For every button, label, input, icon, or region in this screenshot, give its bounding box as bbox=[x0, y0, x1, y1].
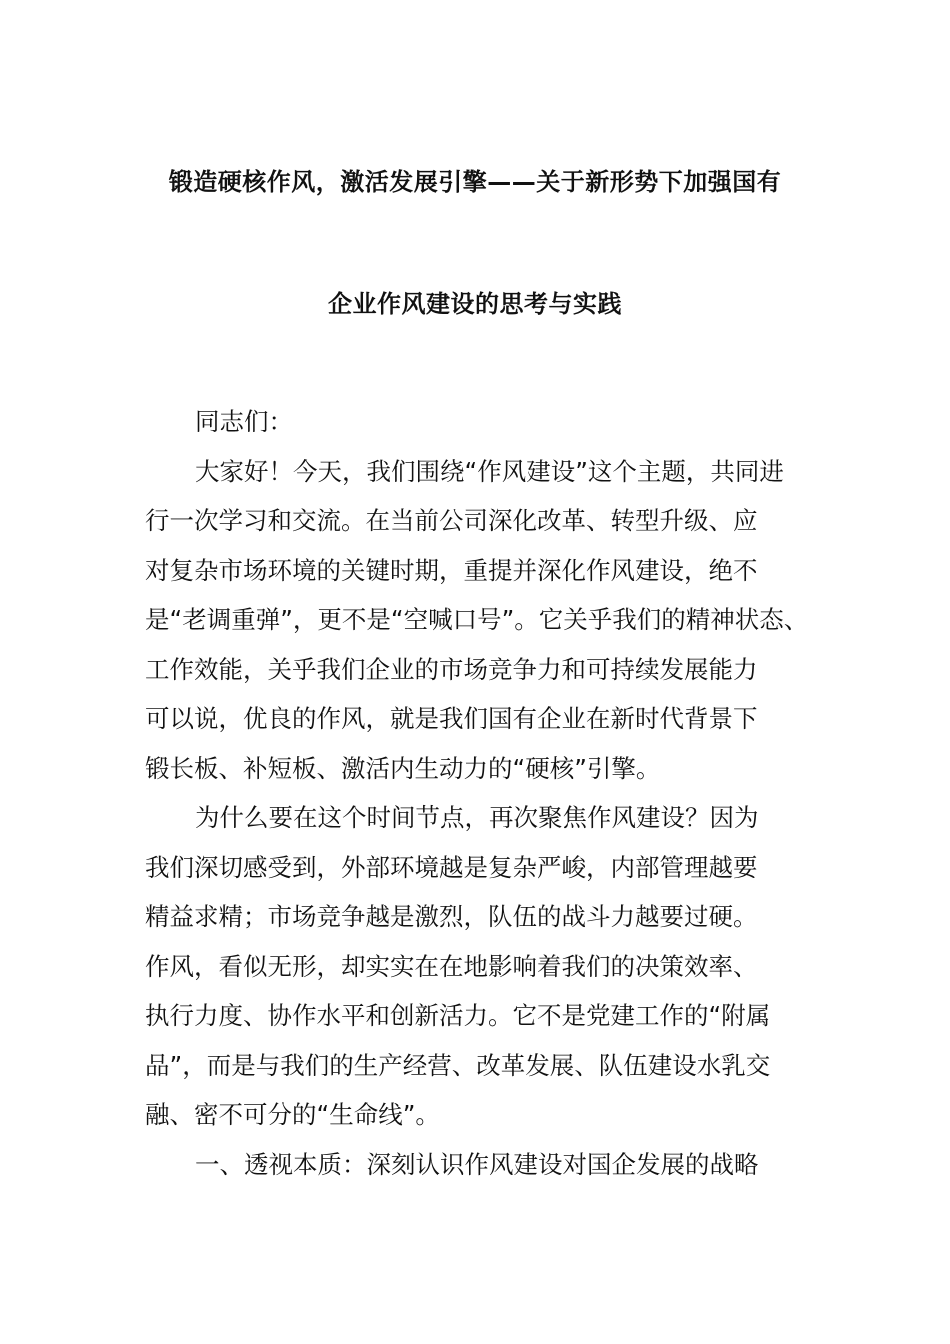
paragraph-line: 执行力度、协作水平和创新活力。它不是党建工作的“附属 bbox=[145, 1001, 771, 1030]
paragraph-line: 工作效能，关乎我们企业的市场竞争力和可持续发展能力 bbox=[145, 654, 758, 684]
paragraph-line: 作风，看似无形，却实实在在地影响着我们的决策效率、 bbox=[145, 951, 758, 981]
section-heading-line: 一、透视本质：深刻认识作风建设对国企发展的战略 bbox=[195, 1149, 759, 1179]
paragraph-line: 对复杂市场环境的关键时期，重提并深化作风建设，绝不 bbox=[145, 555, 758, 585]
paragraph-line: 我们深切感受到，外部环境越是复杂严峻，内部管理越要 bbox=[145, 852, 758, 882]
paragraph-line: 精益求精；市场竞争越是激烈，队伍的战斗力越要过硬。 bbox=[145, 902, 758, 931]
paragraph-1 bbox=[145, 447, 815, 794]
paragraph-line: 融、密不可分的“生命线”。 bbox=[145, 1100, 440, 1129]
document-title-line-1: 锻造硬核作风，激活发展引擎——关于新形势下加强国有 bbox=[168, 168, 782, 196]
paragraph-line: 品”，而是与我们的生产经营、改革发展、队伍建设水乳交 bbox=[145, 1050, 771, 1080]
section-heading-1 bbox=[145, 1140, 815, 1190]
paragraph-line: 为什么要在这个时间节点，再次聚焦作风建设？因为 bbox=[195, 803, 759, 832]
paragraph-line: 行一次学习和交流。在当前公司深化改革、转型升级、应 bbox=[145, 506, 758, 535]
document-title-line-2: 企业作风建设的思考与实践 bbox=[328, 290, 622, 318]
paragraph-line: 是“老调重弹”，更不是“空喊口号”。它关乎我们的精神状态、 bbox=[145, 605, 809, 634]
paragraph-line: 锻长板、补短板、激活内生动力的“硬核”引擎。 bbox=[145, 753, 661, 783]
paragraph-line: 大家好！今天，我们围绕“作风建设”这个主题，共同进 bbox=[195, 456, 784, 486]
document-body bbox=[145, 397, 815, 1189]
paragraph-line: 可以说，优良的作风，就是我们国有企业在新时代背景下 bbox=[145, 704, 758, 733]
paragraph-2 bbox=[145, 793, 815, 1140]
greeting: 同志们： bbox=[195, 407, 293, 436]
